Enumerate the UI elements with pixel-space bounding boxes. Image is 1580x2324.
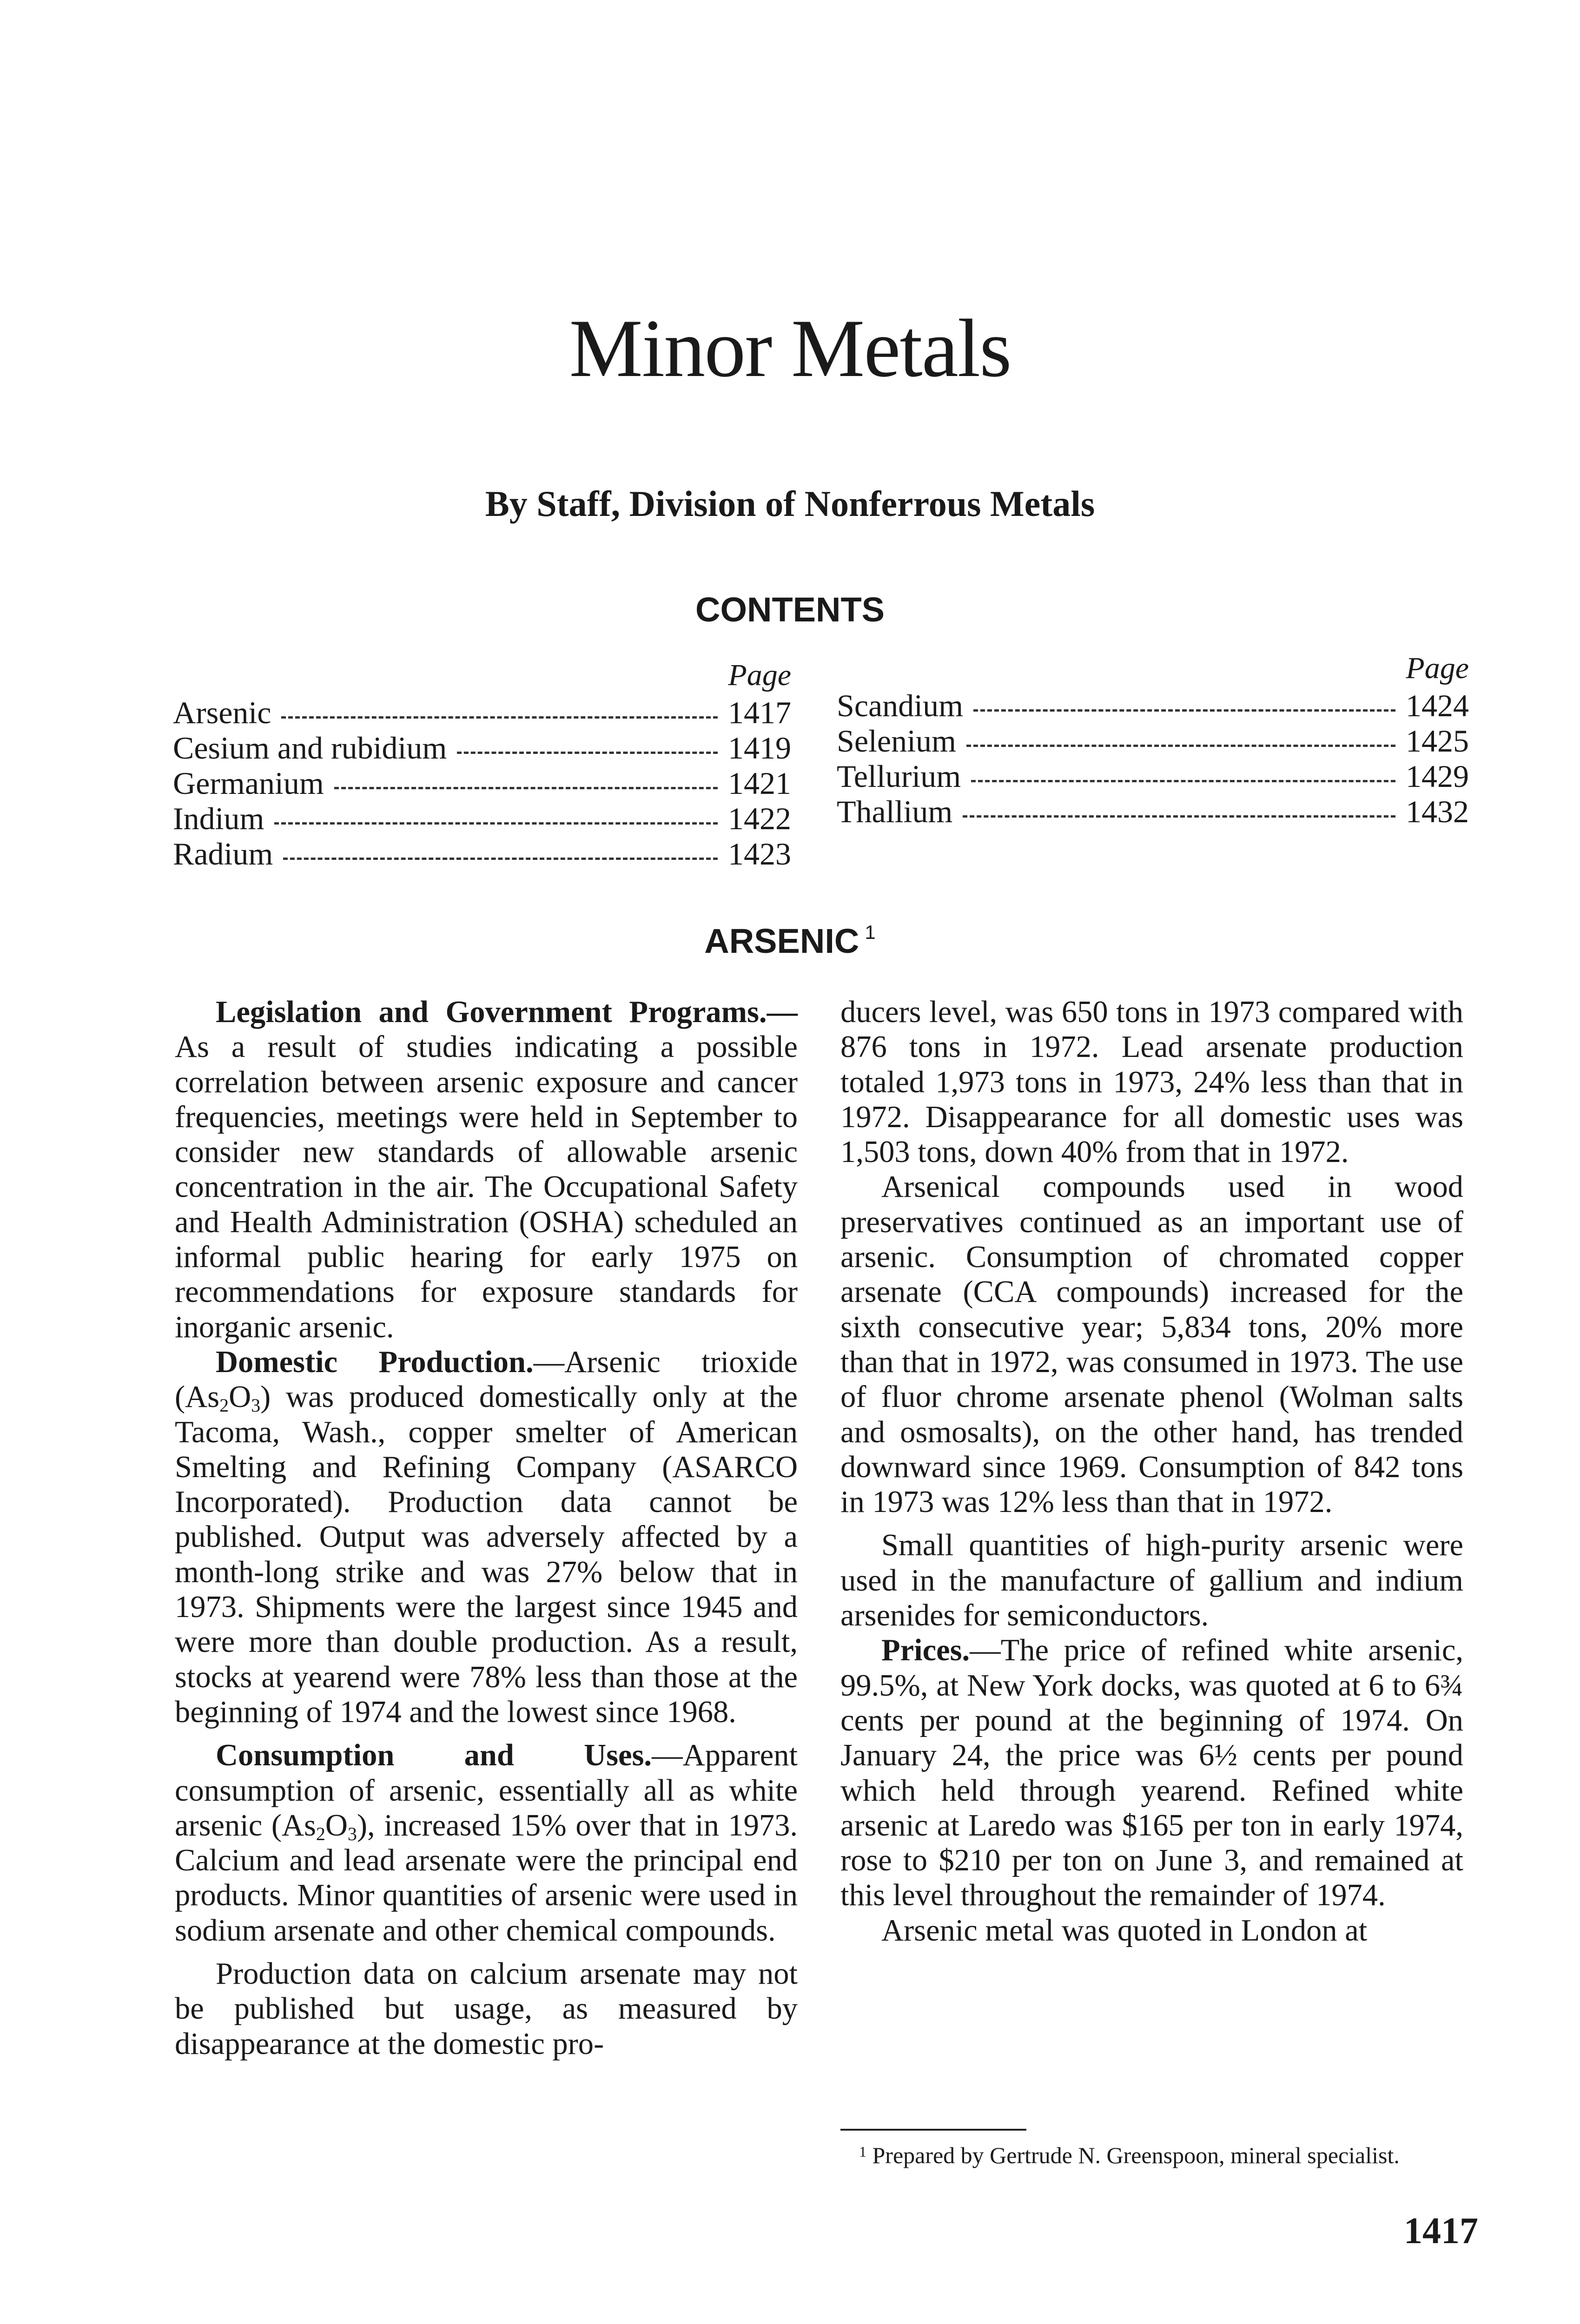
contents-entry[interactable] <box>173 695 791 730</box>
contents-right-column <box>837 651 1469 829</box>
dot-leader <box>274 822 718 825</box>
subscript: 3 <box>347 1823 357 1844</box>
left-column <box>175 995 798 2061</box>
subscript: 2 <box>316 1823 325 1844</box>
paragraph-continued: ducers level, was 650 tons in 1973 compared with 876 tons in 1972. Lead arsenate production totaled 1,973 tons in 1973, 24% less than that in 1972. Disappearance for all domestic uses was 1,503 tons, down 40% from that in 1972. <box>840 995 1463 1169</box>
contents-entry[interactable] <box>173 766 791 801</box>
paragraph-text: ) was produced domestically only at the Tacoma, Wash., copper smelter of American Smelting and Refining Company (ASARCO Incorporated). Production data cannot be published. Output was adversely affected by a month-long strike and was 27% below that in 1973. Shipments were the largest since 1945 and were more than double production. As a result, stocks at yearend were 78% less than those at the beginning of 1974 and the lowest since 1968. <box>175 1380 798 1729</box>
contents-entry-page: 1424 <box>1406 688 1469 723</box>
contents-page-label: Page <box>728 658 791 692</box>
footnote <box>840 2138 1463 2169</box>
dot-leader <box>334 787 718 789</box>
footnote-text: Prepared by Gertrude N. Greenspoon, mineral specialist. <box>872 2142 1400 2168</box>
contents-entry-name: Germanium <box>173 766 324 801</box>
contents-entry[interactable] <box>173 801 791 836</box>
paragraph-text: ), increased 15% over that in 1973. Calcium and lead arsenate were the principal end products. Minor quantities of arsenic were used in sodium arsenate and other chemical compounds. <box>175 1808 798 1948</box>
footnote-rule <box>840 2129 1026 2131</box>
contents-entry-name: Cesium and rubidium <box>173 730 447 766</box>
contents-heading: CONTENTS <box>695 590 885 629</box>
contents-entry-page: 1417 <box>728 695 791 730</box>
contents-entry-page: 1419 <box>728 730 791 766</box>
contents-entry-page: 1429 <box>1406 759 1469 794</box>
contents-entry-name: Selenium <box>837 723 956 759</box>
byline: By Staff, Division of Nonferrous Metals <box>485 483 1095 524</box>
run-in-heading: Prices. <box>881 1633 970 1668</box>
contents-entry-name: Arsenic <box>173 695 271 730</box>
paragraph-domestic-production <box>175 1345 798 1730</box>
contents-entry-page: 1423 <box>728 836 791 872</box>
contents-entry-page: 1425 <box>1406 723 1469 759</box>
run-in-heading: Consumption and Uses. <box>216 1738 652 1773</box>
paragraph-high-purity: Small quantities of high-purity arsenic were used in the manufacture of gallium and indium arsenides for semiconductors. <box>840 1528 1463 1633</box>
paragraph-text: —Apparent consumption of arsenic, essentially all as white arsenic (As <box>175 1738 798 1842</box>
paragraph-calcium-arsenate: Production data on calcium arsenate may not be published but usage, as measured by disappearance at the domestic pro- <box>175 1957 798 2061</box>
run-in-heading: Legislation and Government Programs.— <box>216 995 798 1029</box>
dot-leader <box>283 858 718 860</box>
paragraph-prices <box>840 1633 1463 1913</box>
paragraph-wood-preservatives: Arsenical compounds used in wood preservatives continued as an important use of arsenic. Consumption of chromated copper arsenate (CCA compounds) increased for the sixth consecutive year; 5,834 tons, 20% more than that in 1972, was consumed in 1973. The use of fluor chrome arsenate phenol (Wolman salts and osmosalts), on the other hand, has trended downward since 1969. Consumption of 842 tons in 1973 was 12% less than that in 1972. <box>840 1170 1463 1519</box>
paragraph-text: As a result of studies indicating a possible correlation between arsenic exposure and cancer frequencies, meetings were held in September to consider new standards of allowable arsenic concentration in the air. The Occupational Safety and Health Administration (OSHA) scheduled an informal public hearing for early 1975 on recommendations for exposure standards for inorganic arsenic. <box>175 1030 798 1344</box>
contents-entry-page: 1421 <box>728 766 791 801</box>
dot-leader <box>966 745 1395 747</box>
paragraph-text: —Arsenic trioxide (As <box>175 1345 798 1414</box>
contents-entry[interactable] <box>173 836 791 872</box>
contents-entry-name: Scandium <box>837 688 963 723</box>
contents-entry[interactable] <box>837 688 1469 723</box>
contents-entry[interactable] <box>837 794 1469 829</box>
page-title: Minor Metals <box>569 302 1011 394</box>
paragraph-consumption <box>175 1738 798 1948</box>
footnote-ref: 1 <box>865 921 876 943</box>
paragraph-text: O <box>229 1380 251 1414</box>
paragraph-text: —The price of refined white arsenic, 99.5%, at New York docks, was quoted at 6 to 6¾ cents per pound at the beginning of 1974. On January 24, the price was 6½ cents per pound which held through yearend. Refined white arsenic at Laredo was $165 per ton in early 1974, rose to $210 per ton on June 3, and remained at this level throughout the remainder of 1974. <box>840 1633 1463 1913</box>
contents-entry-name: Thallium <box>837 794 953 829</box>
dot-leader <box>971 780 1395 782</box>
contents-page-label: Page <box>1406 651 1469 685</box>
paragraph-legislation <box>175 995 798 1345</box>
paragraph-arsenic-metal: Arsenic metal was quoted in London at <box>881 1913 1368 1948</box>
contents-entry-name: Radium <box>173 836 273 872</box>
contents-entry[interactable] <box>837 723 1469 759</box>
dot-leader <box>457 752 718 754</box>
page-number: 1417 <box>1404 2211 1478 2251</box>
paragraph-text: O <box>325 1808 348 1842</box>
contents-entry[interactable] <box>173 730 791 766</box>
contents-entry-name: Indium <box>173 801 264 836</box>
section-title: ARSENIC <box>704 922 859 960</box>
contents-entry-page: 1432 <box>1406 794 1469 829</box>
contents-entry-name: Tellurium <box>837 759 961 794</box>
subscript: 3 <box>251 1395 261 1416</box>
run-in-heading: Domestic Production. <box>216 1345 534 1379</box>
right-column <box>840 995 1463 1948</box>
contents-left-column <box>173 658 791 872</box>
contents-entry[interactable] <box>837 759 1469 794</box>
subscript: 2 <box>219 1395 229 1416</box>
dot-leader <box>973 709 1395 712</box>
section-heading <box>0 923 1580 958</box>
dot-leader <box>281 716 718 719</box>
contents-entry-page: 1422 <box>728 801 791 836</box>
footnote-mark: 1 <box>859 2143 866 2160</box>
dot-leader <box>963 815 1395 818</box>
